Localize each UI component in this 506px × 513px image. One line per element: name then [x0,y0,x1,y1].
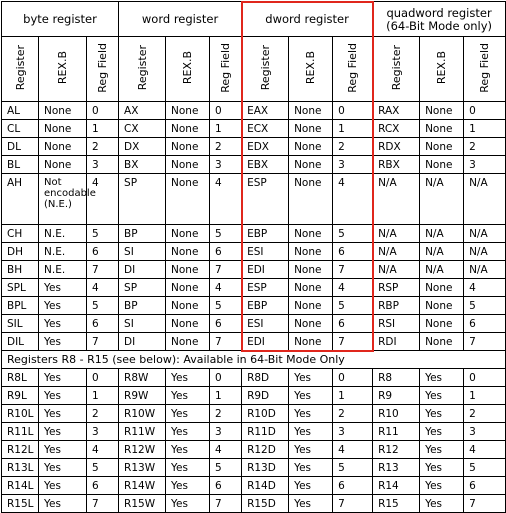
sub-header-label: Register [135,44,149,91]
sub-header-row [2,37,506,102]
table-cell: 2 [333,405,373,423]
reg-field-col-header [87,37,119,102]
table-cell: N.E. [39,225,87,243]
table-cell: R11D [242,423,289,441]
table-cell: DX [119,138,166,156]
table-cell: R8D [242,369,289,387]
register-col-header [373,37,420,102]
register-col-header [119,37,166,102]
sub-header-label: Register [389,44,403,91]
table-cell: R9 [373,387,420,405]
table-cell: 7 [333,495,373,513]
table-cell: R13 [373,459,420,477]
table-cell: N.E. [39,243,87,261]
group-header-byte: byte register [2,2,119,37]
table-cell: AH [2,174,39,225]
table-row [2,138,506,156]
table-cell: 1 [210,387,242,405]
table-cell: 6 [464,477,506,495]
table-cell: None [420,138,464,156]
table-cell: SP [119,174,166,225]
table-cell: None [289,225,333,243]
table-cell: 0 [210,102,242,120]
table-cell: Yes [166,459,210,477]
table-cell: Yes [166,405,210,423]
table-cell: 2 [464,138,506,156]
section-divider-row [2,351,506,369]
group-header-word: word register [119,2,242,37]
table-cell: Yes [39,405,87,423]
table-cell: 1 [87,387,119,405]
table-cell: Not encodable (N.E.) [39,174,87,225]
table-row [2,459,506,477]
table-cell: ESI [242,243,289,261]
table-cell: None [289,297,333,315]
rex-b-col-header [420,37,464,102]
table-cell: None [289,120,333,138]
table-cell: N/A [373,174,420,225]
table-cell: None [289,333,333,351]
table-cell: 0 [464,369,506,387]
table-cell: R9D [242,387,289,405]
table-cell: EAX [242,102,289,120]
table-cell: 1 [87,120,119,138]
register-table-body [2,102,506,513]
table-cell: None [166,333,210,351]
table-cell: Yes [39,459,87,477]
table-row [2,315,506,333]
sub-header-label: Register [258,44,272,91]
table-cell: CX [119,120,166,138]
table-cell: 2 [333,138,373,156]
table-cell: RDX [373,138,420,156]
table-cell: None [166,120,210,138]
table-cell: Yes [420,405,464,423]
sub-header-label: Reg Field [96,42,110,93]
reg-field-col-header [464,37,506,102]
table-cell: RSP [373,279,420,297]
table-cell: None [166,225,210,243]
table-cell: R12W [119,441,166,459]
table-cell: None [289,174,333,225]
table-cell: DI [119,261,166,279]
table-cell: 7 [87,495,119,513]
table-cell: ECX [242,120,289,138]
table-cell: None [420,315,464,333]
table-cell: 2 [210,138,242,156]
table-cell: 6 [333,243,373,261]
table-cell: BP [119,297,166,315]
table-cell: BP [119,225,166,243]
table-cell: RDI [373,333,420,351]
table-cell: DH [2,243,39,261]
table-cell: RCX [373,120,420,138]
table-cell: N/A [420,225,464,243]
table-cell: 6 [333,477,373,495]
table-cell: 7 [464,495,506,513]
table-cell: Yes [39,495,87,513]
table-cell: None [166,243,210,261]
table-cell: 3 [333,423,373,441]
table-row [2,495,506,513]
table-cell: None [166,102,210,120]
rex-b-col-header [39,37,87,102]
table-cell: 5 [333,459,373,477]
table-cell: R13L [2,459,39,477]
table-cell: 6 [464,315,506,333]
sub-header-label: REX.B [56,50,69,85]
table-row [2,333,506,351]
reg-field-col-header [333,37,373,102]
table-cell: 7 [87,261,119,279]
table-cell: 5 [333,225,373,243]
table-cell: Yes [289,459,333,477]
table-cell: None [166,156,210,174]
table-cell: 0 [87,369,119,387]
table-cell: Yes [420,369,464,387]
table-cell: Yes [289,369,333,387]
table-cell: Yes [39,333,87,351]
table-cell: 6 [333,315,373,333]
table-cell: 7 [210,333,242,351]
table-row [2,369,506,387]
table-cell: Yes [166,369,210,387]
table-row [2,261,506,279]
table-cell: 2 [464,405,506,423]
group-header-row [2,2,506,37]
table-cell: None [420,156,464,174]
table-cell: R14D [242,477,289,495]
table-cell: 1 [210,120,242,138]
table-row [2,423,506,441]
register-col-header [242,37,289,102]
sub-header-label: REX.B [181,50,195,85]
table-cell: 4 [333,441,373,459]
sub-header-label: Register [13,44,27,91]
table-cell: BPL [2,297,39,315]
table-cell: 3 [87,156,119,174]
table-cell: 6 [210,315,242,333]
table-cell: Yes [166,495,210,513]
sub-header-label: Reg Field [478,42,492,93]
table-row [2,156,506,174]
table-cell: 4 [333,279,373,297]
table-cell: BH [2,261,39,279]
table-cell: 1 [464,120,506,138]
table-cell: 2 [87,405,119,423]
table-row [2,297,506,315]
table-cell: Yes [39,387,87,405]
table-cell: N/A [373,243,420,261]
table-cell: N/A [464,243,506,261]
table-cell: SI [119,315,166,333]
rex-b-col-header [166,37,210,102]
table-cell: 0 [464,102,506,120]
table-cell: 3 [210,423,242,441]
table-cell: Yes [420,495,464,513]
table-cell: 2 [210,405,242,423]
sub-header-label: Reg Field [346,42,360,93]
table-cell: R8W [119,369,166,387]
table-row [2,243,506,261]
table-row [2,120,506,138]
table-cell: Yes [289,405,333,423]
table-cell: None [39,102,87,120]
sub-header-label: Reg Field [219,42,233,93]
table-cell: Yes [39,477,87,495]
table-cell: N/A [420,261,464,279]
table-cell: R10W [119,405,166,423]
table-cell: R12D [242,441,289,459]
table-cell: R14L [2,477,39,495]
table-cell: N/A [420,174,464,225]
table-cell: R15D [242,495,289,513]
table-cell: DL [2,138,39,156]
table-cell: None [166,261,210,279]
table-cell: None [166,297,210,315]
table-cell: 6 [87,243,119,261]
table-cell: R9W [119,387,166,405]
table-cell: 5 [210,225,242,243]
table-cell: 7 [210,261,242,279]
table-cell: Yes [166,423,210,441]
table-cell: EBX [242,156,289,174]
table-cell: EDX [242,138,289,156]
table-cell: Yes [166,477,210,495]
table-cell: RSI [373,315,420,333]
table-cell: 7 [464,333,506,351]
table-cell: 3 [87,423,119,441]
table-row [2,405,506,423]
table-cell: SP [119,279,166,297]
table-cell: N/A [420,243,464,261]
table-cell: 0 [210,369,242,387]
table-cell: Yes [289,441,333,459]
table-cell: Yes [289,423,333,441]
table-cell: 5 [87,225,119,243]
rex-b-col-header [289,37,333,102]
table-cell: None [289,156,333,174]
table-cell: 0 [87,102,119,120]
table-cell: ESI [242,315,289,333]
table-cell: 0 [333,369,373,387]
table-cell: RBP [373,297,420,315]
sub-header-label: REX.B [435,50,449,85]
table-cell: R15L [2,495,39,513]
table-row [2,441,506,459]
sub-header-label: REX.B [304,50,318,85]
table-cell: None [39,138,87,156]
table-cell: N/A [464,174,506,225]
table-cell: R10D [242,405,289,423]
table-cell: CH [2,225,39,243]
table-cell: N/A [464,225,506,243]
table-cell: 2 [87,138,119,156]
table-cell: None [289,102,333,120]
table-cell: BX [119,156,166,174]
table-cell: None [166,174,210,225]
table-cell: None [289,243,333,261]
table-cell: EDI [242,261,289,279]
table-cell: Yes [420,459,464,477]
table-cell: ESP [242,279,289,297]
table-cell: 4 [464,441,506,459]
table-cell: N/A [464,261,506,279]
table-cell: None [420,333,464,351]
table-cell: 1 [333,120,373,138]
table-cell: R12 [373,441,420,459]
table-cell: Yes [420,387,464,405]
table-cell: R8 [373,369,420,387]
table-cell: None [39,156,87,174]
table-cell: EDI [242,333,289,351]
table-cell: None [289,138,333,156]
table-cell: 3 [464,423,506,441]
table-cell: Yes [289,387,333,405]
table-cell: None [39,120,87,138]
table-cell: None [166,279,210,297]
table-cell: R9L [2,387,39,405]
table-cell: R11L [2,423,39,441]
table-cell: R15W [119,495,166,513]
table-cell: EBP [242,297,289,315]
table-cell: 1 [333,387,373,405]
table-cell: Yes [420,441,464,459]
table-cell: N/A [373,225,420,243]
table-cell: R11 [373,423,420,441]
table-cell: 4 [333,174,373,225]
table-cell: 5 [210,297,242,315]
table-cell: 6 [210,243,242,261]
r8-r15-note: Registers R8 - R15 (see below): Available in 64-Bit Mode Only [2,351,506,369]
table-row [2,477,506,495]
table-cell: 4 [210,279,242,297]
table-cell: Yes [289,477,333,495]
table-cell: Yes [39,369,87,387]
table-cell: ESP [242,174,289,225]
table-cell: None [420,120,464,138]
table-cell: Yes [289,495,333,513]
table-cell: None [420,102,464,120]
table-cell: 5 [464,459,506,477]
table-cell: None [289,261,333,279]
table-cell: 6 [210,477,242,495]
table-cell: 0 [333,102,373,120]
table-cell: SPL [2,279,39,297]
table-cell: 5 [464,297,506,315]
table-cell: None [166,315,210,333]
table-row [2,387,506,405]
reg-field-col-header [210,37,242,102]
table-cell: 5 [210,459,242,477]
table-cell: 1 [464,387,506,405]
table-cell: None [166,138,210,156]
table-cell: R13W [119,459,166,477]
table-row [2,174,506,225]
table-cell: 3 [210,156,242,174]
table-cell: 6 [87,315,119,333]
table-cell: RAX [373,102,420,120]
table-cell: 5 [87,459,119,477]
table-cell: Yes [420,477,464,495]
table-cell: R11W [119,423,166,441]
table-cell: None [289,315,333,333]
table-cell: None [289,279,333,297]
table-cell: 6 [87,477,119,495]
table-cell: N.E. [39,261,87,279]
table-cell: R14W [119,477,166,495]
table-cell: EBP [242,225,289,243]
table-cell: None [420,279,464,297]
table-cell: R14 [373,477,420,495]
table-cell: 7 [210,495,242,513]
table-cell: R10 [373,405,420,423]
table-cell: R10L [2,405,39,423]
table-cell: Yes [39,279,87,297]
table-row [2,225,506,243]
table-cell: 4 [464,279,506,297]
table-cell: RBX [373,156,420,174]
table-cell: Yes [166,387,210,405]
table-cell: Yes [420,423,464,441]
table-cell: Yes [39,297,87,315]
table-row [2,279,506,297]
table-cell: 5 [333,297,373,315]
table-cell: R8L [2,369,39,387]
table-cell: None [420,297,464,315]
table-cell: SI [119,243,166,261]
table-cell: 4 [210,441,242,459]
table-cell: AL [2,102,39,120]
table-cell: 4 [87,279,119,297]
table-cell: 7 [87,333,119,351]
table-cell: DIL [2,333,39,351]
table-cell: 4 [87,441,119,459]
table-cell: Yes [39,423,87,441]
table-cell: N/A [373,261,420,279]
table-cell: 4 [210,174,242,225]
group-header-dword: dword register [242,2,373,37]
table-row [2,102,506,120]
table-cell: R12L [2,441,39,459]
table-cell: 5 [87,297,119,315]
table-cell: DI [119,333,166,351]
table-cell: BL [2,156,39,174]
table-cell: 3 [333,156,373,174]
table-cell: SIL [2,315,39,333]
table-cell: R13D [242,459,289,477]
table-cell: 4 [87,174,119,225]
table-cell: 3 [464,156,506,174]
register-encoding-table [1,1,506,513]
table-cell: Yes [39,441,87,459]
table-cell: Yes [39,315,87,333]
table-cell: CL [2,120,39,138]
table-cell: 7 [333,261,373,279]
group-header-quadword: quadword register (64-Bit Mode only) [373,2,506,37]
register-col-header [2,37,39,102]
table-cell: AX [119,102,166,120]
table-cell: 7 [333,333,373,351]
table-cell: R15 [373,495,420,513]
table-cell: Yes [166,441,210,459]
